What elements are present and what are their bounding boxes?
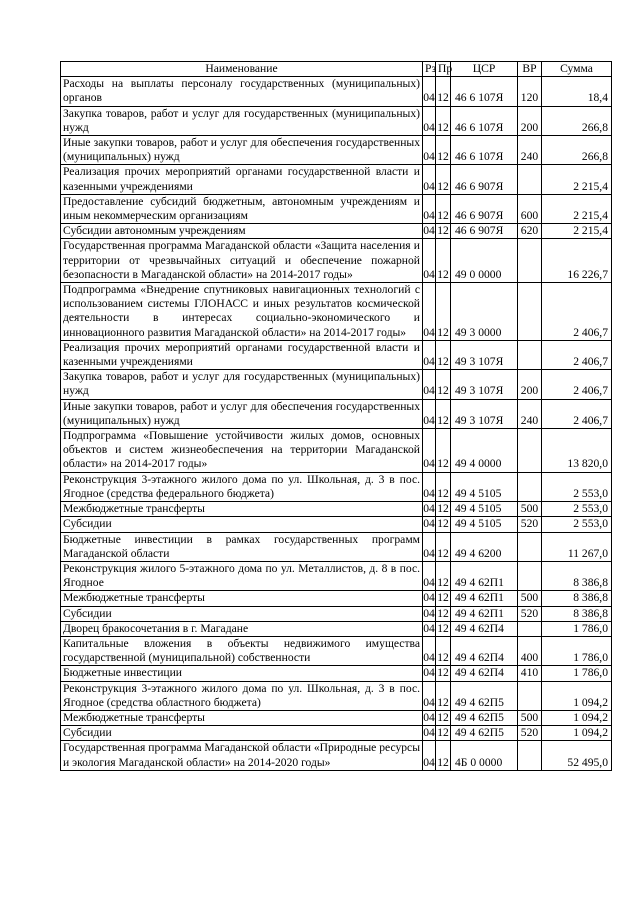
cell-name: Бюджетные инвестиции в рамках государственных программ Магаданской области (61, 532, 423, 561)
cell-rz: 04 (423, 106, 436, 135)
cell-sum: 1 094,2 (542, 681, 612, 710)
cell-vr: 500 (518, 591, 542, 606)
cell-vr (518, 429, 542, 473)
cell-sum: 18,4 (542, 77, 612, 106)
table-row (61, 283, 612, 341)
cell-csr: 4Б 0 0000 (451, 741, 518, 770)
cell-rz: 04 (423, 710, 435, 724)
table-row (61, 561, 612, 590)
cell-rz: 04 (423, 681, 436, 710)
cell-vr (518, 283, 542, 341)
cell-rz: 04 (423, 239, 436, 283)
cell-name: Реконструкция жилого 5-этажного дома по ул. Металлистов, д. 8 в пос. Ягодное (61, 561, 423, 590)
cell-pr: 12 (436, 399, 451, 428)
cell-sum: 2 215,4 (542, 194, 612, 223)
cell-pr: 12 (436, 283, 451, 341)
cell-csr: 49 4 5105 (451, 472, 518, 501)
cell-pr: 12 (437, 726, 449, 740)
cell-sum: 8 386,8 (542, 591, 612, 606)
cell-rz: 04 (423, 741, 436, 770)
cell-pr: 12 (437, 517, 449, 531)
cell-pr: 12 (436, 370, 451, 399)
cell-sum: 1 786,0 (542, 636, 612, 665)
table-row (61, 165, 612, 194)
cell-vr (518, 621, 542, 636)
cell-vr: 200 (518, 370, 542, 399)
cell-vr: 520 (518, 726, 542, 741)
cell-sum: 13 820,0 (542, 429, 612, 473)
cell-vr: 240 (518, 136, 542, 165)
cell-sum: 2 406,7 (542, 370, 612, 399)
cell-csr: 46 6 907Я (451, 194, 518, 223)
table-row (61, 429, 612, 473)
cell-name: Расходы на выплаты персоналу государственных (муниципальных) органов (61, 77, 423, 106)
cell-sum: 266,8 (542, 136, 612, 165)
cell-name: Иные закупки товаров, работ и услуг для обеспечения государственных (муниципальных) нужд (61, 399, 423, 428)
cell-pr: 12 (436, 561, 451, 590)
cell-vr: 520 (518, 606, 542, 621)
cell-pr: 12 (437, 502, 449, 516)
cell-rz: 04 (423, 370, 436, 399)
cell-sum: 2 215,4 (542, 165, 612, 194)
cell-pr: 12 (436, 472, 451, 501)
col-header-sum: Сумма (542, 62, 612, 77)
cell-vr (518, 239, 542, 283)
cell-rz: 04 (423, 399, 436, 428)
budget-document (60, 61, 611, 771)
cell-sum: 2 553,0 (542, 502, 612, 517)
cell-rz: 04 (423, 77, 436, 106)
cell-csr: 49 4 62П4 (451, 621, 518, 636)
cell-vr: 600 (518, 194, 542, 223)
cell-csr: 46 6 907Я (451, 224, 518, 239)
cell-rz: 04 (423, 621, 435, 635)
cell-vr: 410 (518, 666, 542, 681)
cell-rz: 04 (423, 429, 436, 473)
cell-name: Государственная программа Магаданской области «Природные ресурсы и экология Магаданской области» на 2014-2020 годы» (61, 741, 423, 770)
cell-rz: 04 (423, 591, 435, 605)
cell-name: Подпрограмма «Внедрение спутниковых навигационных технологий с использованием системы ГЛОНАСС и иных результатов космической деятельности в интересах социально-экономического и инновационного развития Магаданской области» на 2014-2017 годы» (61, 283, 423, 341)
cell-pr: 12 (436, 165, 451, 194)
cell-pr: 12 (437, 591, 449, 605)
table-row (61, 532, 612, 561)
cell-name: Реализация прочих мероприятий органами государственной власти и казенными учреждениями (61, 340, 423, 369)
cell-vr (518, 472, 542, 501)
cell-pr: 12 (437, 666, 449, 680)
cell-csr: 49 4 5105 (451, 517, 518, 532)
table-row (61, 666, 612, 681)
col-header-rz: Рз (423, 62, 436, 77)
table-row (61, 224, 612, 239)
cell-name: Закупка товаров, работ и услуг для государственных (муниципальных) нужд (61, 370, 423, 399)
cell-vr: 400 (518, 636, 542, 665)
cell-pr: 12 (437, 710, 449, 724)
cell-rz: 04 (423, 666, 435, 680)
cell-csr: 49 4 62П1 (451, 591, 518, 606)
cell-pr: 12 (436, 239, 451, 283)
cell-name: Подпрограмма «Повышение устойчивости жилых домов, основных объектов и систем жизнеобеспечения на территории Магаданской области» на 2014-2017 годы» (61, 429, 423, 473)
cell-name: Субсидии (61, 726, 423, 741)
cell-sum: 52 495,0 (542, 741, 612, 770)
cell-rz: 04 (423, 561, 436, 590)
cell-csr: 49 0 0000 (451, 239, 518, 283)
cell-pr: 12 (436, 681, 451, 710)
cell-name: Межбюджетные трансферты (61, 591, 423, 606)
cell-csr: 49 4 62П5 (451, 681, 518, 710)
cell-csr: 49 4 62П5 (451, 710, 518, 725)
cell-sum: 1 094,2 (542, 710, 612, 725)
cell-sum: 11 267,0 (542, 532, 612, 561)
cell-sum: 2 406,7 (542, 399, 612, 428)
cell-vr: 500 (518, 502, 542, 517)
cell-rz: 04 (423, 636, 436, 665)
cell-name: Дворец бракосочетания в г. Магадане (61, 621, 423, 636)
cell-name: Предоставление субсидий бюджетным, автономным учреждениям и иным некоммерческим организациям (61, 194, 423, 223)
table-row (61, 726, 612, 741)
cell-rz: 04 (423, 283, 436, 341)
cell-csr: 49 3 0000 (451, 283, 518, 341)
cell-pr: 12 (436, 636, 451, 665)
cell-rz: 04 (423, 517, 435, 531)
table-row (61, 136, 612, 165)
cell-name: Закупка товаров, работ и услуг для государственных (муниципальных) нужд (61, 106, 423, 135)
cell-name: Иные закупки товаров, работ и услуг для обеспечения государственных (муниципальных) нужд (61, 136, 423, 165)
cell-csr: 46 6 907Я (451, 165, 518, 194)
cell-csr: 49 4 6200 (451, 532, 518, 561)
cell-vr: 500 (518, 710, 542, 725)
cell-sum: 1 786,0 (542, 621, 612, 636)
cell-vr: 520 (518, 517, 542, 532)
cell-rz: 04 (423, 165, 436, 194)
cell-vr: 200 (518, 106, 542, 135)
table-row (61, 370, 612, 399)
cell-sum: 1 094,2 (542, 726, 612, 741)
table-row (61, 502, 612, 517)
cell-name: Бюджетные инвестиции (61, 666, 423, 681)
cell-rz: 04 (423, 726, 435, 740)
cell-rz: 04 (423, 502, 435, 516)
cell-pr: 12 (436, 532, 451, 561)
table-row (61, 399, 612, 428)
table-row (61, 517, 612, 532)
cell-csr: 46 6 107Я (451, 77, 518, 106)
cell-vr: 120 (518, 77, 542, 106)
cell-name: Субсидии (61, 606, 423, 621)
table-row (61, 77, 612, 106)
cell-sum: 2 406,7 (542, 283, 612, 341)
cell-vr: 240 (518, 399, 542, 428)
cell-csr: 49 4 5105 (451, 502, 518, 517)
cell-vr (518, 681, 542, 710)
cell-csr: 49 4 62П4 (451, 666, 518, 681)
cell-csr: 49 3 107Я (451, 399, 518, 428)
cell-rz: 04 (423, 136, 436, 165)
cell-sum: 2 215,4 (542, 224, 612, 239)
cell-sum: 1 786,0 (542, 666, 612, 681)
cell-sum: 266,8 (542, 106, 612, 135)
table-row (61, 741, 612, 770)
cell-name: Межбюджетные трансферты (61, 502, 423, 517)
budget-table (60, 61, 612, 771)
cell-rz: 04 (423, 224, 435, 238)
cell-csr: 49 3 107Я (451, 370, 518, 399)
cell-csr: 49 4 62П4 (451, 636, 518, 665)
table-header-row (61, 62, 612, 77)
table-row (61, 106, 612, 135)
cell-sum: 2 553,0 (542, 517, 612, 532)
table-row (61, 340, 612, 369)
cell-name: Субсидии автономным учреждениям (61, 224, 423, 239)
cell-csr: 46 6 107Я (451, 136, 518, 165)
col-header-vr: ВР (518, 62, 542, 77)
cell-vr: 620 (518, 224, 542, 239)
cell-sum: 2 553,0 (542, 472, 612, 501)
table-row (61, 239, 612, 283)
cell-sum: 8 386,8 (542, 561, 612, 590)
cell-pr: 12 (436, 136, 451, 165)
cell-pr: 12 (437, 224, 449, 238)
table-row (61, 472, 612, 501)
cell-csr: 49 4 62П1 (451, 561, 518, 590)
cell-pr: 12 (436, 429, 451, 473)
cell-vr (518, 165, 542, 194)
cell-rz: 04 (423, 340, 436, 369)
col-header-name: Наименование (61, 62, 423, 77)
cell-csr: 49 4 0000 (451, 429, 518, 473)
cell-pr: 12 (436, 340, 451, 369)
cell-rz: 04 (423, 606, 435, 620)
cell-csr: 49 4 62П1 (451, 606, 518, 621)
table-body (61, 77, 612, 771)
cell-pr: 12 (437, 606, 449, 620)
cell-pr: 12 (436, 77, 451, 106)
cell-name: Реконструкция 3-этажного жилого дома по ул. Школьная, д. 3 в пос. Ягодное (средства федерального бюджета) (61, 472, 423, 501)
cell-sum: 16 226,7 (542, 239, 612, 283)
table-row (61, 606, 612, 621)
table-row (61, 621, 612, 636)
cell-name: Реконструкция 3-этажного жилого дома по ул. Школьная, д. 3 в пос. Ягодное (средства областного бюджета) (61, 681, 423, 710)
cell-vr (518, 340, 542, 369)
cell-csr: 49 4 62П5 (451, 726, 518, 741)
table-row (61, 636, 612, 665)
cell-name: Субсидии (61, 517, 423, 532)
table-row (61, 681, 612, 710)
table-row (61, 194, 612, 223)
cell-rz: 04 (423, 472, 436, 501)
cell-name: Межбюджетные трансферты (61, 710, 423, 725)
cell-vr (518, 741, 542, 770)
cell-sum: 8 386,8 (542, 606, 612, 621)
col-header-pr: Пр (436, 62, 451, 77)
cell-name: Государственная программа Магаданской области «Защита населения и территории от чрезвычайных ситуаций и обеспечение пожарной безопасности в Магаданской области» на 2014-2017 годы» (61, 239, 423, 283)
cell-pr: 12 (436, 194, 451, 223)
col-header-csr: ЦСР (451, 62, 518, 77)
cell-vr (518, 561, 542, 590)
cell-name: Реализация прочих мероприятий органами государственной власти и казенными учреждениями (61, 165, 423, 194)
cell-csr: 46 6 107Я (451, 106, 518, 135)
table-row (61, 591, 612, 606)
cell-pr: 12 (436, 741, 451, 770)
cell-csr: 49 3 107Я (451, 340, 518, 369)
cell-sum: 2 406,7 (542, 340, 612, 369)
cell-name: Капитальные вложения в объекты недвижимого имущества государственной (муниципальной) собственности (61, 636, 423, 665)
table-row (61, 710, 612, 725)
cell-rz: 04 (423, 194, 436, 223)
cell-rz: 04 (423, 532, 436, 561)
cell-pr: 12 (437, 621, 449, 635)
cell-vr (518, 532, 542, 561)
cell-pr: 12 (436, 106, 451, 135)
